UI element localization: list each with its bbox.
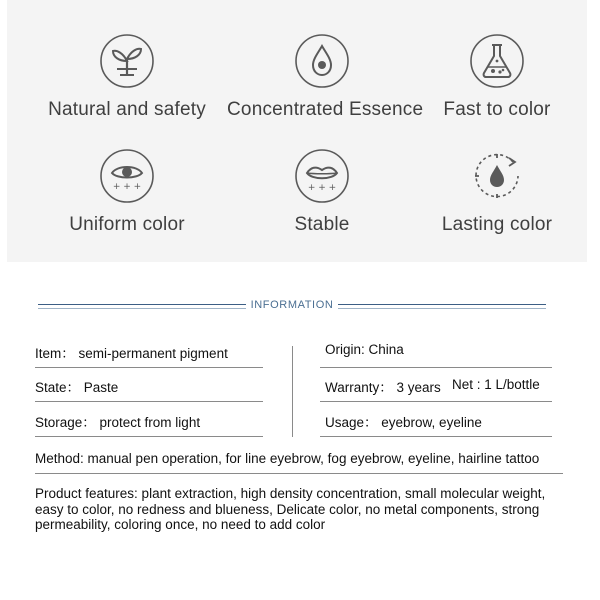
lips-icon bbox=[294, 148, 350, 204]
state-text: State： Paste bbox=[35, 380, 119, 395]
method-text: Method: manual pen operation, for line eyebrow, fog eyebrow, eyeline, hairline tattoo bbox=[35, 451, 540, 466]
origin-text: Origin: China bbox=[325, 342, 404, 357]
feature-label: Natural and safety bbox=[48, 99, 206, 120]
information-header bbox=[0, 295, 600, 317]
divider bbox=[338, 304, 546, 305]
svg-text:+ + +: + + + bbox=[112, 182, 142, 192]
feature-label: Uniform color bbox=[69, 214, 185, 235]
feature-label: Concentrated Essence bbox=[227, 99, 424, 120]
feature-label: Stable bbox=[294, 214, 350, 235]
svg-text:+ + +: + + + bbox=[307, 183, 337, 193]
divider bbox=[320, 367, 552, 368]
divider bbox=[38, 304, 246, 305]
warranty-text: Warranty： 3 years bbox=[325, 380, 441, 395]
feature-label: Lasting color bbox=[441, 214, 553, 235]
divider bbox=[35, 473, 563, 474]
storage-text: Storage： protect from light bbox=[35, 415, 201, 430]
sprout-icon bbox=[99, 33, 155, 89]
divider bbox=[320, 401, 552, 402]
divider bbox=[320, 436, 552, 437]
divider bbox=[35, 367, 263, 368]
eye-icon bbox=[99, 148, 155, 204]
flask-icon bbox=[469, 33, 525, 89]
item-text: Item： semi-permanent pigment bbox=[35, 346, 228, 361]
divider bbox=[35, 401, 263, 402]
feature-label: Fast to color bbox=[443, 99, 551, 120]
features-panel bbox=[7, 0, 587, 262]
net-text: Net : 1 L/bottle bbox=[452, 377, 540, 392]
section-title: INFORMATION bbox=[250, 299, 334, 311]
divider bbox=[338, 308, 546, 309]
divider bbox=[38, 308, 246, 309]
column-divider bbox=[292, 346, 293, 437]
timer-drop-icon bbox=[469, 148, 525, 204]
usage-text: Usage： eyebrow, eyeline bbox=[325, 415, 482, 430]
divider bbox=[35, 436, 263, 437]
drop-icon bbox=[294, 33, 350, 89]
product-features-text: Product features: plant extraction, high density concentration, small molecular weight, easy to color, no redness and blueness, Delicate color, no metal components, strong permeability, coloring once, no need to add color bbox=[35, 486, 546, 532]
